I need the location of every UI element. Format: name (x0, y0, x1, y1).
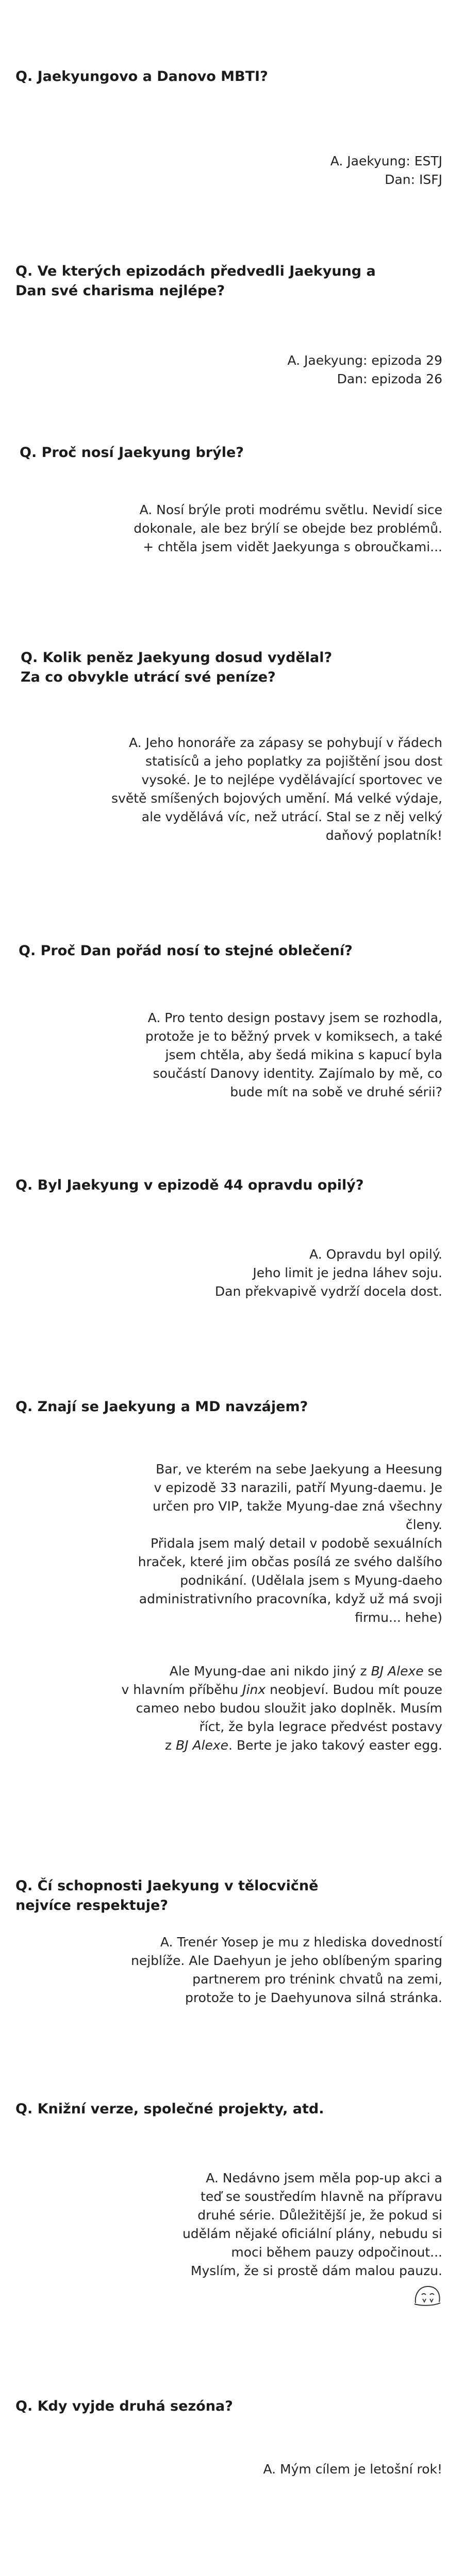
question-5: Q. Proč Dan pořád nosí to stejné oblečení? (19, 943, 353, 959)
question-6: Q. Byl Jaekyung v epizodě 44 opravdu opilý? (15, 1177, 364, 1193)
answer-10: A. Mým cílem je letošní rok! (263, 2462, 442, 2477)
question-4: Q. Kolik peněz Jaekyung dosud vydělal? Za co obvykle utrácí své peníze? (21, 650, 333, 685)
answer-1: A. Jaekyung: ESTJ Dan: ISFJ (330, 154, 442, 187)
answer-4: A. Jeho honoráře za zápasy se pohybují v řádech statisíců a jeho poplatky za pojištění jsou dost vysoké. Je to nejlépe vydělávající sportovec ve světě smíšených bojových umění. Má velké výdaje, ale vydělává víc, než utrácí. Stal se z něj velký daňový poplatník! (111, 735, 442, 843)
question-10: Q. Kdy vyjde druhá sezóna? (15, 2398, 233, 2414)
answer-6: A. Opravdu byl opilý. Jeho limit je jedna láhev soju. Dan překvapivě vydrží docela dost. (214, 1247, 442, 1299)
answer-7-text-c: se v hlavním příběhu (121, 1664, 442, 1697)
answer-7-title-bj-alex: BJ Alexe (371, 1664, 424, 1679)
answer-7-text-g: . Berte je jako takový easter egg. (228, 1738, 442, 1753)
answer-3: A. Nosí brýle proti modrému světlu. Nevidí sice dokonale, ale bez brýlí se obejde bez problémů. + chtěla jsem vidět Jaekyunga s obroučkami... (134, 502, 442, 554)
answer-7-paragraph-1: Bar, ve kterém na sebe Jaekyung a Heesung v epizodě 33 narazili, patří Myung-daemu. Je určen pro VIP, takže Myung-dae zná všechny členy. Přidala jsem malý detail v podobě sexuálních hraček, které jim občas posílá ze svého dalšího podnikání. (Udělala jsem s Myung-daeho administrativního pracovníka, když už má svoji firmu... hehe) (138, 1462, 442, 1625)
question-7: Q. Znají se Jaekyung a MD navzájem? (15, 1399, 308, 1415)
answer-7-text-e: neobjeví. Budou mít pouze cameo nebo budou sloužit jako doplněk. Musím říct, že byla legrace předvést postavy z (136, 1682, 442, 1753)
answer-2: A. Jaekyung: epizoda 29 Dan: epizoda 26 (287, 353, 442, 386)
question-1: Q. Jaekyungovo a Danovo MBTI? (15, 69, 268, 84)
question-3: Q. Proč nosí Jaekyung brýle? (20, 445, 244, 461)
doodle-face-icon (412, 2283, 442, 2307)
answer-7-title-jinx: Jinx (242, 1682, 266, 1697)
question-9: Q. Knižní verze, společné projekty, atd. (15, 2101, 324, 2117)
answer-7-paragraph-2 (122, 1662, 443, 1755)
answer-8: A. Trenér Yosep je mu z hlediska dovedností nejblíže. Ale Daehyun je jeho oblíbeným sparing partnerem pro trénink chvatů na zemi, protože to je Daehyunova silná stránka. (130, 1935, 442, 2005)
question-2: Q. Ve kterých epizodách předvedli Jaekyung a Dan své charisma nejlépe? (15, 263, 376, 299)
answer-9: A. Nedávno jsem měla pop-up akci a teď se soustředím hlavně na přípravu druhé série. Důležitější je, že pokud si udělám nějaké oficiální plány, nebudu si moci během pauzy odpočinout... Myslím, že si prostě dám malou pauzu. (182, 2171, 442, 2278)
answer-7-title-bj-alex-2: BJ Alexe (175, 1738, 229, 1753)
answer-5: A. Pro tento design postavy jsem se rozhodla, protože je to běžný prvek v komiksech, a také jsem chtěla, aby šedá mikina s kapucí byla součástí Danovy identity. Zajímalo by mě, co bude mít na sobě ve druhé sérii? (145, 1010, 442, 1099)
answer-7-text-a: Ale Myung-dae ani nikdo jiný z (169, 1664, 371, 1679)
question-8: Q. Čí schopnosti Jaekyung v tělocvičně nejvíce respektuje? (15, 1878, 319, 1913)
